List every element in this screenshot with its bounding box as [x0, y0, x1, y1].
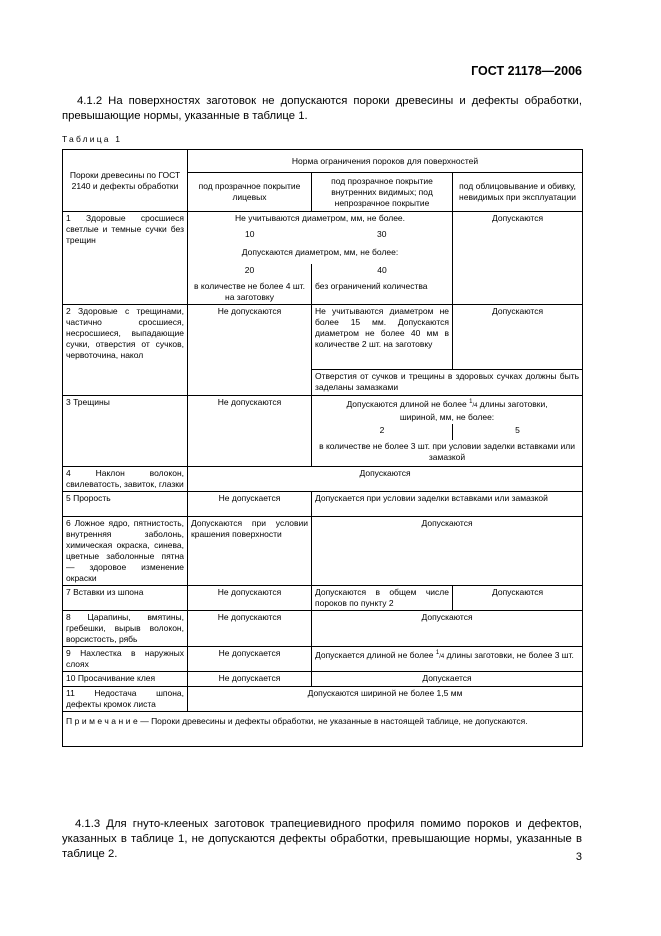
- r3-width-hidden: 5: [453, 424, 583, 440]
- defect-4: 4 Наклон волокон, свилеватость, завиток, глазки: [63, 467, 188, 492]
- r6-rest: Допускаются: [312, 517, 583, 586]
- defect-11: 11 Недостача шпона, дефекты кромок листа: [63, 687, 188, 712]
- defect-7: 7 Вставки из шпона: [63, 586, 188, 611]
- r10-face: Не допускается: [188, 672, 312, 687]
- r5-rest: Допускается при условии заделки вставками или замазкой: [312, 492, 583, 517]
- r4-all: Допускаются: [188, 467, 583, 492]
- r6-face: Допускаются при условии крашения поверхности: [188, 517, 312, 586]
- r1-hidden: Допускаются: [453, 212, 583, 305]
- defect-6: 6 Ложное ядро, пятнистость, внутренняя заболонь, химическая окраска, синева, цветные заболонные пятна — здоровое изменение окраски: [63, 517, 188, 586]
- table-row: [63, 396, 583, 425]
- r7-inner: Допускаются в общем числе пороков по пункту 2: [312, 586, 453, 611]
- header-norm-group: Норма ограничения пороков для поверхностей: [188, 150, 583, 173]
- r2-hidden: Допускаются: [453, 305, 583, 370]
- r3-length: Допускаются длиной не более 1/4 длины заготовки, шириной, мм, не более:: [312, 396, 583, 425]
- table-caption: Таблица 1: [62, 134, 123, 144]
- table-row: [63, 687, 583, 712]
- table-row: [63, 586, 583, 611]
- defect-5: 5 Прорость: [63, 492, 188, 517]
- defect-2: 2 Здоровые с трещинами, частично сросшиеся, несросшиеся, выпадающие сучки, отверстия от сучков, червоточина, накол: [63, 305, 188, 396]
- r2-face: Не допускаются: [188, 305, 312, 396]
- table-row: [63, 647, 583, 672]
- r1-a-face: 10: [188, 228, 312, 246]
- r2-holes-note: Отверстия от сучков и трещины в здоровых сучках должны быть заделаны замазками: [312, 369, 583, 395]
- r1-qty-face: в количестве не более 4 шт. на заготовку: [188, 280, 312, 305]
- defect-3: 3 Трещины: [63, 396, 188, 467]
- r9-face: Не допускается: [188, 647, 312, 672]
- page-number: 3: [575, 851, 582, 863]
- r1-b-face: 20: [188, 264, 312, 280]
- r8-face: Не допускаются: [188, 611, 312, 647]
- defects-norms-table: [62, 149, 583, 747]
- r1-qty-inner: без ограничений количества: [312, 280, 453, 305]
- paragraph-4-1-2: 4.1.2 На поверхностях заготовок не допускаются пороки древесины и дефекты обработки, превышающие нормы, указанные в таблице 1.: [62, 95, 582, 122]
- header-defects: Пороки древесины по ГОСТ 2140 и дефекты обработки: [63, 150, 188, 212]
- r7-hidden: Допускаются: [453, 586, 583, 611]
- r8-rest: Допускаются: [312, 611, 583, 647]
- r7-face: Не допускаются: [188, 586, 312, 611]
- defect-10: 10 Просачивание клея: [63, 672, 188, 687]
- header-hidden-surfaces: под облицовывание и обивку, невидимых при эксплуатации: [453, 173, 583, 212]
- defect-9: 9 Нахлестка в наружных слоях: [63, 647, 188, 672]
- table-row: [63, 672, 583, 687]
- r2-inner: Не учитываются диаметром не более 15 мм. Допускаются диаметром не более 40 мм в количестве 2 шт. на заготовку: [312, 305, 453, 370]
- r10-rest: Допускается: [312, 672, 583, 687]
- paragraph-4-1-3: 4.1.3 Для гнуто-клееных заготовок трапециевидного профиля помимо пороков и дефектов, указанных в таблице 1, не допускаются дефекты обработки, превышающие нормы, указанные в таблице 2.: [62, 818, 582, 860]
- defect-8: 8 Царапины, вмятины, гребешки, вырыв волокон, ворсистость, рябь: [63, 611, 188, 647]
- table-row: [63, 467, 583, 492]
- table-header-row: [63, 150, 583, 173]
- table-note: Примечание— Пороки древесины и дефекты обработки, не указанные в настоящей таблице, не допускаются.: [63, 712, 583, 747]
- header-face-surfaces: под прозрачное покрытие лицевых: [188, 173, 312, 212]
- r1-a-inner: 30: [312, 228, 453, 246]
- r11-all: Допускаются шириной не более 1,5 мм: [188, 687, 583, 712]
- r1-line-a: Не учитываются диаметром, мм, не более.: [188, 212, 453, 229]
- table-note-row: [63, 712, 583, 747]
- r3-width-inner: 2: [312, 424, 453, 440]
- r9-rest: Допускается длиной не более 1/4 длины заготовки, не более 3 шт.: [312, 647, 583, 672]
- table-row: [63, 517, 583, 586]
- table-row: [63, 611, 583, 647]
- header-inner-surfaces: под прозрачное покрытие внутренних видимых; под непрозрачное покрытие: [312, 173, 453, 212]
- r3-quantity: в количестве не более 3 шт. при условии заделки вставками или замазкой: [312, 440, 583, 467]
- table-row: [63, 212, 583, 229]
- r1-b-inner: 40: [312, 264, 453, 280]
- r3-face: Не допускаются: [188, 396, 312, 467]
- document-code: ГОСТ 21178—2006: [471, 64, 582, 78]
- r1-line-b: Допускаются диаметром, мм, не более:: [188, 246, 453, 264]
- table-row: [63, 492, 583, 517]
- r5-face: Не допускается: [188, 492, 312, 517]
- fraction-one-quarter: 1/4: [469, 399, 478, 409]
- defect-1: 1 Здоровые сросшиеся светлые и темные сучки без трещин: [63, 212, 188, 305]
- fraction-one-quarter: 1/4: [435, 650, 445, 660]
- table-row: [63, 305, 583, 370]
